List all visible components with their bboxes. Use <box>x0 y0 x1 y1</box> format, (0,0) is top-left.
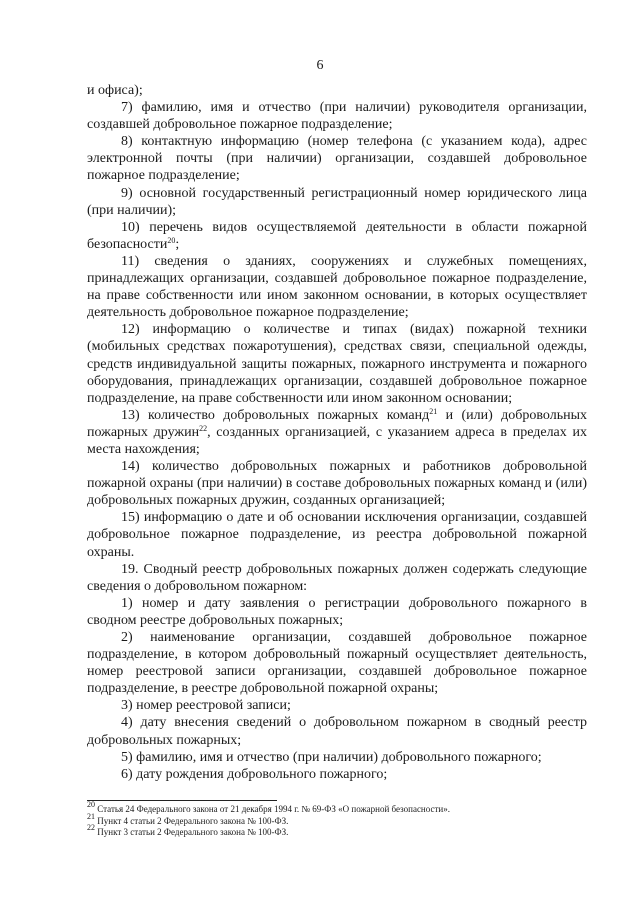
paragraph: 5) фамилию, имя и отчество (при наличии) добровольного пожарного; <box>121 749 542 765</box>
paragraph: 7) фамилию, имя и отчество (при наличии) руководителя организации, создавшей добровольное пожарное подразделение; <box>87 100 587 133</box>
footnote: $^{21}$ Пункт 4 статьи 2 Федерального закона № 100-ФЗ. <box>87 811 289 826</box>
page-number: 6 <box>316 58 324 73</box>
paragraph: 6) дату рождения добровольного пожарного; <box>121 766 388 782</box>
footnote-divider <box>87 800 277 801</box>
paragraph: 11) сведения о зданиях, сооружениях и служебных помещениях, принадлежащих организации, создавшей добровольное пожарное подразделение, на праве собственности или ином законном основании, в которых осуществляет деятельность добровольное пожарное подразделение; <box>87 253 587 321</box>
footnote-ref: 21 <box>429 406 438 416</box>
footnote-ref: 20 <box>167 235 176 245</box>
footnote: $^{20}$ Статья 24 Федерального закона от 21 декабря 1994 г. № 69-ФЗ «О пожарной безопасности». <box>87 800 450 814</box>
paragraph: 8) контактную информацию (номер телефона (с указанием кода), адрес электронной почты (при наличии) организации, создавшей добровольное пожарное подразделение; <box>87 134 587 184</box>
footnotes <box>87 800 587 839</box>
paragraph: 13) количество добровольных пожарных команд$^{21}$ и (или) добровольных пожарных дружин$^{22}$, созданных организацией, с указанием адреса в пределах их места нахождения; <box>87 406 587 457</box>
paragraph: 14) количество добровольных пожарных и работников добровольной пожарной охраны (при наличии) в составе добровольных пожарных команд и (или) добровольных пожарных дружин, созданных организацией; <box>87 459 587 509</box>
footnote: $^{22}$ Пункт 3 статьи 2 Федерального закона № 100-ФЗ. <box>87 823 289 837</box>
paragraph: 19. Сводный реестр добровольных пожарных должен содержать следующие сведения о добровольном пожарном: <box>87 561 587 594</box>
document-body <box>87 82 587 783</box>
paragraph: 10) перечень видов осуществляемой деятельности в области пожарной безопасности$^{20}$; <box>87 219 587 252</box>
paragraph: 12) информацию о количестве и типах (видах) пожарной техники (мобильных средствах пожаротушения), средствах связи, специальной одежды, средств индивидуальной защиты пожарных, пожарного инструмента и пожарного оборудования, принадлежащих организации, создавшей добровольное пожарное подразделение, на праве собственности или ином законном основании; <box>87 322 587 406</box>
paragraph: 9) основной государственный регистрационный номер юридического лица (при наличии); <box>87 185 587 218</box>
paragraph: 3) номер реестровой записи; <box>121 698 291 714</box>
paragraph: 2) наименование организации, создавшей добровольное пожарное подразделение, в котором добровольный пожарный осуществляет деятельность, номер реестровой записи организации, создавшей добровольное пожарное подразделение, в реестре добровольной пожарной охраны; <box>87 630 587 697</box>
paragraph: 4) дату внесения сведений о добровольном пожарном в сводный реестр добровольных пожарных; <box>87 715 587 748</box>
paragraph: 15) информацию о дате и об основании исключения организации, создавшей добровольное пожарное подразделение, из реестра добровольной пожарной охраны. <box>87 510 587 560</box>
paragraph: 1) номер и дату заявления о регистрации добровольного пожарного в сводном реестре добровольных пожарных; <box>87 595 587 628</box>
paragraph: и офиса); <box>87 83 143 98</box>
footnote-ref: 22 <box>199 423 208 433</box>
